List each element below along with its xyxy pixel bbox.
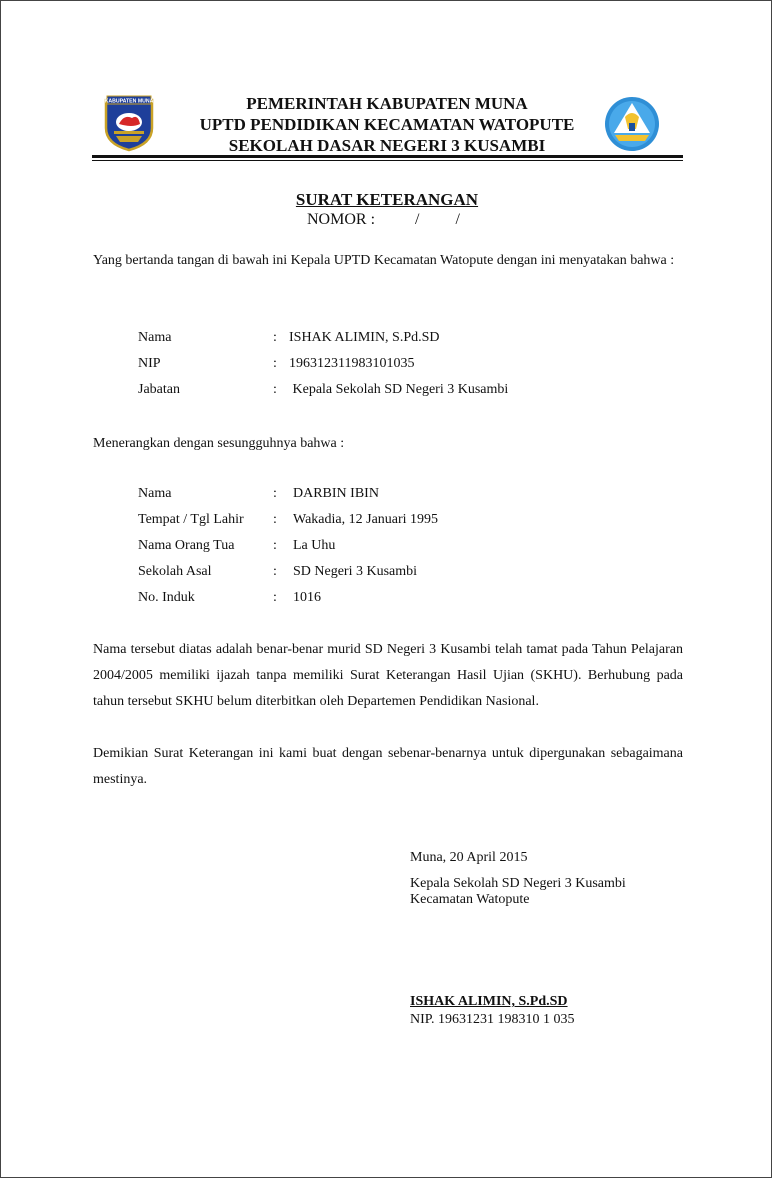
letterhead-line-3: SEKOLAH DASAR NEGERI 3 KUSAMBI [228,136,546,155]
field-label: Sekolah Asal [138,564,212,579]
field-label: Nama [138,486,172,501]
signer-position-line-1: Kepala Sekolah SD Negeri 3 Kusambi [410,876,626,891]
crest-banner-text: KABUPATEN MUNA [104,98,154,105]
signer-nip: NIP. 19631231 198310 1 035 [410,1012,575,1027]
signer-name: ISHAK ALIMIN, S.Pd.SD [410,994,568,1009]
field-label: Nama Orang Tua [138,538,235,553]
letterhead-rule-thin [92,160,683,161]
field-label: Jabatan [138,382,180,397]
field-colon: : [273,538,277,553]
field-label: Nama [138,330,172,345]
field-value: ISHAK ALIMIN, S.Pd.SD [289,330,440,345]
intro-paragraph: Yang bertanda tangan di bawah ini Kepala UPTD Kecamatan Watopute dengan ini menyatakan bahwa : [93,253,675,268]
field-label: No. Induk [138,590,195,605]
signer-position-line-2: Kecamatan Watopute [410,892,530,907]
letterhead-line-2: UPTD PENDIDIKAN KECAMATAN WATOPUTE [199,115,575,134]
field-value: SD Negeri 3 Kusambi [293,564,418,579]
field-colon: : [273,564,277,579]
letterhead-rule-thick [92,155,683,158]
field-value: Wakadia, 12 Januari 1995 [293,512,439,527]
field-value: 196312311983101035 [289,356,415,371]
signer-identity [410,993,575,1029]
field-value: Kepala Sekolah SD Negeri 3 Kusambi [289,382,509,397]
field-colon: : [273,382,277,397]
field-label: Tempat / Tgl Lahir [138,512,244,527]
field-colon: : [273,356,277,371]
field-value: 1016 [293,590,321,605]
field-colon: : [273,330,277,345]
place-date: Muna, 20 April 2015 [410,850,528,865]
field-colon: : [273,512,277,527]
field-value: DARBIN IBIN [293,486,379,501]
signature-block [410,848,626,910]
field-colon: : [273,590,277,605]
letterhead [1,93,772,156]
field-label: NIP [138,356,161,371]
field-colon: : [273,486,277,501]
document-title: SURAT KETERANGAN [295,190,479,209]
letterhead-line-1: PEMERINTAH KABUPATEN MUNA [246,94,528,113]
middle-paragraph: Menerangkan dengan sesungguhnya bahwa : [93,436,345,451]
closing-paragraph: Demikian Surat Keterangan ini kami buat dengan sebenar-benarnya untuk dipergunakan sebagaimana mestinya. [93,746,683,787]
document-number: NOMOR : / / [307,211,460,228]
field-value: La Uhu [293,538,336,553]
body-paragraph: Nama tersebut diatas adalah benar-benar murid SD Negeri 3 Kusambi telah tamat pada Tahun Pelajaran 2004/2005 memiliki ijazah tanpa memiliki Surat Keterangan Hasil Ujian (SKHU). Berhubung pada tahun tersebut SKHU belum diterbitkan oleh Departemen Pendidikan Nasional. [93,642,683,709]
